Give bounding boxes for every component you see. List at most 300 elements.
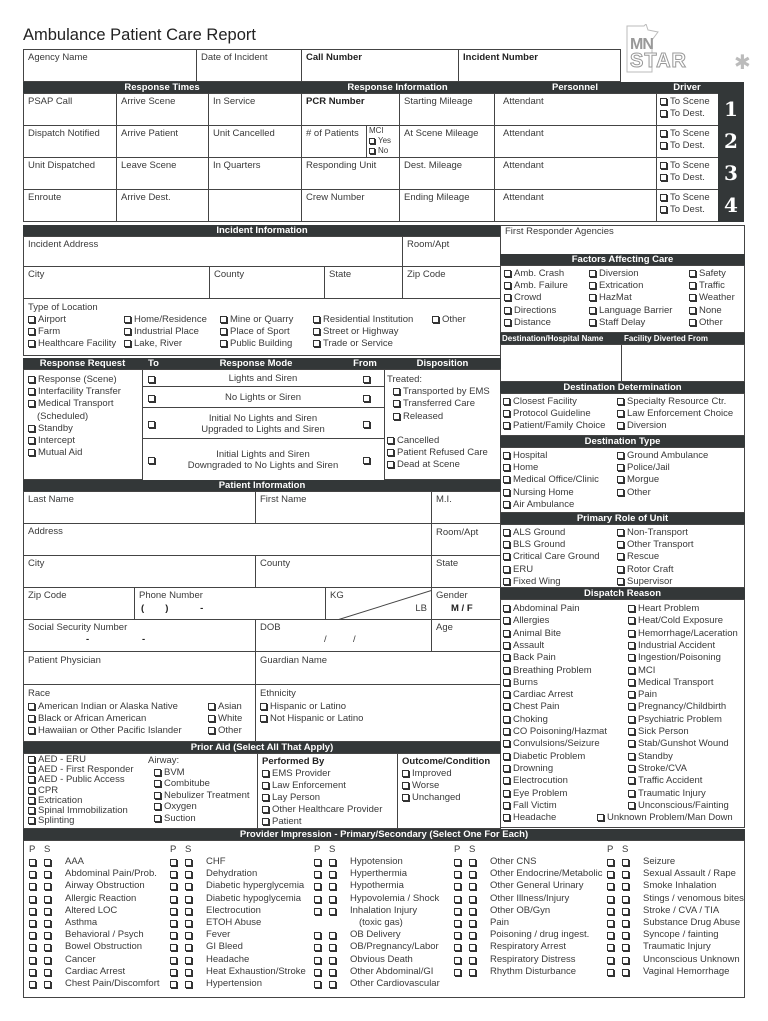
secondary-checkbox[interactable] xyxy=(329,967,339,978)
to-checkbox[interactable] xyxy=(148,419,158,430)
secondary-checkbox[interactable] xyxy=(622,942,632,953)
performed-by-checkbox[interactable]: Lay Person xyxy=(262,792,382,804)
released-checkbox[interactable]: Released xyxy=(387,411,490,423)
dispatch-reason-checkbox[interactable]: Eye Problem xyxy=(503,788,567,800)
secondary-checkbox[interactable] xyxy=(469,906,479,917)
secondary-checkbox[interactable] xyxy=(329,869,339,880)
attendant-field[interactable]: Attendant xyxy=(494,125,657,158)
primary-role-checkbox[interactable]: BLS Ground xyxy=(503,539,565,551)
primary-role-checkbox[interactable]: Rotor Craft xyxy=(617,564,673,576)
factor-checkbox[interactable]: None xyxy=(689,305,722,317)
mci-no-checkbox[interactable]: No xyxy=(369,146,391,156)
location-option-checkbox[interactable]: Other xyxy=(432,314,466,326)
transferred-checkbox[interactable]: Transferred Care xyxy=(387,398,490,410)
primary-checkbox[interactable] xyxy=(29,906,39,917)
location-option-checkbox[interactable]: Airport xyxy=(28,314,66,326)
dispatch-reason-checkbox[interactable]: Industrial Accident xyxy=(628,640,715,652)
patient-room-field[interactable]: Room/Apt xyxy=(431,523,501,556)
primary-checkbox[interactable] xyxy=(607,906,617,917)
attendant-field[interactable]: Attendant xyxy=(494,157,657,190)
response-info-field[interactable]: At Scene Mileage xyxy=(399,125,495,158)
secondary-checkbox[interactable] xyxy=(622,869,632,880)
dispatch-reason-checkbox[interactable]: Unknown Problem/Man Down xyxy=(597,812,733,824)
response-time-field[interactable]: Unit Cancelled xyxy=(208,125,302,158)
secondary-checkbox[interactable] xyxy=(329,894,339,905)
response-time-field[interactable]: PSAP Call xyxy=(23,93,117,126)
location-option-checkbox[interactable]: Trade or Service xyxy=(313,338,393,350)
patient-address-field[interactable]: Address xyxy=(23,523,432,556)
primary-checkbox[interactable] xyxy=(29,930,39,941)
secondary-checkbox[interactable] xyxy=(185,918,195,929)
factor-checkbox[interactable]: Crowd xyxy=(504,292,541,304)
secondary-checkbox[interactable] xyxy=(185,955,195,966)
dispatch-reason-checkbox[interactable]: Breathing Problem xyxy=(503,665,592,677)
primary-checkbox[interactable] xyxy=(29,955,39,966)
destination-determination-checkbox[interactable]: Patient/Family Choice xyxy=(503,420,605,432)
secondary-checkbox[interactable] xyxy=(44,869,54,880)
destination-type-checkbox[interactable]: Medical Office/Clinic xyxy=(503,474,599,486)
dispatch-reason-checkbox[interactable]: Assault xyxy=(503,640,544,652)
response-time-field[interactable]: Enroute xyxy=(23,189,117,222)
primary-checkbox[interactable] xyxy=(454,942,464,953)
date-of-incident-field[interactable]: Date of Incident xyxy=(196,49,302,82)
secondary-checkbox[interactable] xyxy=(622,906,632,917)
dispatch-reason-checkbox[interactable]: Convulsions/Seizure xyxy=(503,738,600,750)
factor-checkbox[interactable]: Language Barrier xyxy=(589,305,672,317)
destination-determination-checkbox[interactable]: Protocol Guideline xyxy=(503,408,591,420)
dispatch-reason-checkbox[interactable]: Burns xyxy=(503,677,538,689)
dispatch-reason-checkbox[interactable]: Abdominal Pain xyxy=(503,603,580,615)
dispatch-reason-checkbox[interactable]: Fall Victim xyxy=(503,800,557,812)
primary-role-checkbox[interactable]: Fixed Wing xyxy=(503,576,561,588)
factor-checkbox[interactable]: Amb. Failure xyxy=(504,280,568,292)
airway-checkbox[interactable]: Oxygen xyxy=(148,801,250,813)
primary-checkbox[interactable] xyxy=(170,894,180,905)
dispatch-reason-checkbox[interactable]: Electrocution xyxy=(503,775,568,787)
race-checkbox[interactable]: Black or African American xyxy=(28,713,146,725)
primary-checkbox[interactable] xyxy=(170,942,180,953)
factor-checkbox[interactable]: Amb. Crash xyxy=(504,268,564,280)
from-checkbox[interactable] xyxy=(363,374,373,385)
to-dest-checkbox[interactable]: To Dest. xyxy=(660,108,710,120)
dispatch-reason-checkbox[interactable]: Traffic Accident xyxy=(628,775,702,787)
prior-aid-checkbox[interactable]: AED - Public Access xyxy=(28,775,134,785)
destination-type-checkbox[interactable]: Hospital xyxy=(503,450,547,462)
secondary-checkbox[interactable] xyxy=(44,955,54,966)
dispatch-reason-checkbox[interactable]: Stroke/CVA xyxy=(628,763,687,775)
secondary-checkbox[interactable] xyxy=(622,857,632,868)
patient-physician-field[interactable]: Patient Physician xyxy=(23,651,256,685)
attendant-field[interactable]: Attendant xyxy=(494,189,657,222)
dispatch-reason-checkbox[interactable]: Heart Problem xyxy=(628,603,699,615)
dispatch-reason-checkbox[interactable]: Back Pain xyxy=(503,652,556,664)
response-time-field[interactable]: Arrive Patient xyxy=(116,125,209,158)
hispanic-checkbox[interactable]: Hispanic or Latino xyxy=(260,701,363,713)
response-time-field[interactable]: Leave Scene xyxy=(116,157,209,190)
primary-checkbox[interactable] xyxy=(29,881,39,892)
secondary-checkbox[interactable] xyxy=(44,857,54,868)
factor-checkbox[interactable]: Weather xyxy=(689,292,735,304)
destination-determination-checkbox[interactable]: Diversion xyxy=(617,420,667,432)
primary-checkbox[interactable] xyxy=(170,930,180,941)
factor-checkbox[interactable]: Directions xyxy=(504,305,556,317)
primary-checkbox[interactable] xyxy=(314,881,324,892)
secondary-checkbox[interactable] xyxy=(185,857,195,868)
primary-checkbox[interactable] xyxy=(170,881,180,892)
dispatch-reason-checkbox[interactable]: Hemorrhage/Laceration xyxy=(628,628,738,640)
location-option-checkbox[interactable]: Healthcare Facility xyxy=(28,338,116,350)
primary-checkbox[interactable] xyxy=(170,979,180,990)
primary-checkbox[interactable] xyxy=(607,942,617,953)
secondary-checkbox[interactable] xyxy=(469,881,479,892)
secondary-checkbox[interactable] xyxy=(469,894,479,905)
dispatch-reason-checkbox[interactable]: Standby xyxy=(628,751,673,763)
response-info-field[interactable]: # of Patients xyxy=(301,125,400,158)
secondary-checkbox[interactable] xyxy=(622,930,632,941)
secondary-checkbox[interactable] xyxy=(622,967,632,978)
location-option-checkbox[interactable]: Home/Residence xyxy=(124,314,207,326)
primary-checkbox[interactable] xyxy=(170,869,180,880)
primary-checkbox[interactable] xyxy=(454,967,464,978)
primary-checkbox[interactable] xyxy=(29,979,39,990)
facility-diverted-field[interactable] xyxy=(621,344,745,382)
primary-checkbox[interactable] xyxy=(607,857,617,868)
secondary-checkbox[interactable] xyxy=(622,918,632,929)
incident-number-field[interactable]: Incident Number xyxy=(458,49,621,82)
location-option-checkbox[interactable]: Farm xyxy=(28,326,60,338)
secondary-checkbox[interactable] xyxy=(185,979,195,990)
primary-checkbox[interactable] xyxy=(607,930,617,941)
primary-checkbox[interactable] xyxy=(29,869,39,880)
dispatch-reason-checkbox[interactable]: Chest Pain xyxy=(503,701,559,713)
response-info-field[interactable]: Starting Mileage xyxy=(399,93,495,126)
response-info-field[interactable]: Dest. Mileage xyxy=(399,157,495,190)
outcome-checkbox[interactable]: Worse xyxy=(402,780,490,792)
primary-checkbox[interactable] xyxy=(29,918,39,929)
secondary-checkbox[interactable] xyxy=(44,881,54,892)
response-time-field[interactable]: Arrive Scene xyxy=(116,93,209,126)
gender-field[interactable]: Gender M / F xyxy=(431,587,501,620)
race-checkbox[interactable]: Hawaiian or Other Pacific Islander xyxy=(28,725,182,737)
dispatch-reason-checkbox[interactable]: Ingestion/Poisoning xyxy=(628,652,721,664)
to-scene-checkbox[interactable]: To Scene xyxy=(660,192,710,204)
primary-checkbox[interactable] xyxy=(607,881,617,892)
dead-at-scene-checkbox[interactable]: Dead at Scene xyxy=(387,459,490,471)
factor-checkbox[interactable]: Extrication xyxy=(589,280,643,292)
primary-checkbox[interactable] xyxy=(170,857,180,868)
prior-aid-checkbox[interactable]: CPR xyxy=(28,786,134,796)
response-request-checkbox[interactable]: Standby xyxy=(28,423,121,435)
secondary-checkbox[interactable] xyxy=(622,881,632,892)
primary-role-checkbox[interactable]: Supervisor xyxy=(617,576,672,588)
primary-checkbox[interactable] xyxy=(454,894,464,905)
transported-checkbox[interactable]: Transported by EMS xyxy=(387,386,490,398)
dispatch-reason-checkbox[interactable]: Stab/Gunshot Wound xyxy=(628,738,729,750)
to-scene-checkbox[interactable]: To Scene xyxy=(660,160,710,172)
race-checkbox[interactable]: Other xyxy=(208,725,242,737)
response-time-field[interactable]: In Quarters xyxy=(208,157,302,190)
dispatch-reason-checkbox[interactable]: Drowning xyxy=(503,763,553,775)
primary-checkbox[interactable] xyxy=(454,881,464,892)
response-request-checkbox[interactable]: Interfacility Transfer xyxy=(28,386,121,398)
dispatch-reason-checkbox[interactable]: Choking xyxy=(503,714,548,726)
to-scene-checkbox[interactable]: To Scene xyxy=(660,128,710,140)
secondary-checkbox[interactable] xyxy=(329,979,339,990)
to-dest-checkbox[interactable]: To Dest. xyxy=(660,172,710,184)
response-info-field[interactable]: Responding Unit xyxy=(301,157,400,190)
from-checkbox[interactable] xyxy=(363,393,373,404)
performed-by-checkbox[interactable]: EMS Provider xyxy=(262,768,382,780)
dispatch-reason-checkbox[interactable]: MCI xyxy=(628,665,655,677)
factor-checkbox[interactable]: Traffic xyxy=(689,280,725,292)
incident-room-field[interactable]: Room/Apt xyxy=(402,236,501,267)
secondary-checkbox[interactable] xyxy=(469,967,479,978)
performed-by-checkbox[interactable]: Other Healthcare Provider xyxy=(262,804,382,816)
destination-determination-checkbox[interactable]: Specialty Resource Ctr. xyxy=(617,396,726,408)
outcome-checkbox[interactable]: Unchanged xyxy=(402,792,490,804)
from-checkbox[interactable] xyxy=(363,455,373,466)
dispatch-reason-checkbox[interactable]: Headache xyxy=(503,812,556,824)
first-name-field[interactable]: First Name xyxy=(255,491,432,524)
primary-checkbox[interactable] xyxy=(314,869,324,880)
to-checkbox[interactable] xyxy=(148,455,158,466)
destination-determination-checkbox[interactable]: Law Enforcement Choice xyxy=(617,408,733,420)
primary-checkbox[interactable] xyxy=(454,857,464,868)
location-option-checkbox[interactable]: Public Building xyxy=(220,338,292,350)
response-time-field[interactable]: Dispatch Notified xyxy=(23,125,117,158)
to-dest-checkbox[interactable]: To Dest. xyxy=(660,140,710,152)
secondary-checkbox[interactable] xyxy=(44,979,54,990)
agency-name-field[interactable]: Agency Name xyxy=(23,49,197,82)
secondary-checkbox[interactable] xyxy=(469,930,479,941)
performed-by-checkbox[interactable]: Law Enforcement xyxy=(262,780,382,792)
patient-zip-field[interactable]: Zip Code xyxy=(23,587,135,620)
destination-type-checkbox[interactable]: Other xyxy=(617,487,651,499)
dispatch-reason-checkbox[interactable]: Unconscious/Fainting xyxy=(628,800,729,812)
primary-role-checkbox[interactable]: Other Transport xyxy=(617,539,694,551)
response-info-field[interactable]: Crew Number xyxy=(301,189,400,222)
patient-county-field[interactable]: County xyxy=(255,555,432,588)
race-checkbox[interactable]: White xyxy=(208,713,242,725)
to-dest-checkbox[interactable]: To Dest. xyxy=(660,204,710,216)
from-checkbox[interactable] xyxy=(363,419,373,430)
secondary-checkbox[interactable] xyxy=(329,955,339,966)
primary-checkbox[interactable] xyxy=(607,869,617,880)
airway-checkbox[interactable]: Combitube xyxy=(148,778,250,790)
primary-checkbox[interactable] xyxy=(314,955,324,966)
secondary-checkbox[interactable] xyxy=(622,894,632,905)
response-request-checkbox[interactable]: Medical Transport xyxy=(28,398,121,410)
primary-role-checkbox[interactable]: Critical Care Ground xyxy=(503,551,600,563)
primary-checkbox[interactable] xyxy=(170,906,180,917)
location-option-checkbox[interactable]: Mine or Quarry xyxy=(220,314,293,326)
dispatch-reason-checkbox[interactable]: Pain xyxy=(628,689,657,701)
secondary-checkbox[interactable] xyxy=(44,930,54,941)
secondary-checkbox[interactable] xyxy=(469,955,479,966)
mi-field[interactable]: M.I. xyxy=(431,491,501,524)
secondary-checkbox[interactable] xyxy=(329,857,339,868)
response-time-field[interactable]: In Service xyxy=(208,93,302,126)
secondary-checkbox[interactable] xyxy=(185,894,195,905)
primary-checkbox[interactable] xyxy=(454,869,464,880)
primary-checkbox[interactable] xyxy=(170,918,180,929)
response-request-checkbox[interactable]: Response (Scene) xyxy=(28,374,121,386)
guardian-name-field[interactable]: Guardian Name xyxy=(255,651,501,685)
to-scene-checkbox[interactable]: To Scene xyxy=(660,96,710,108)
secondary-checkbox[interactable] xyxy=(44,967,54,978)
primary-checkbox[interactable] xyxy=(29,894,39,905)
secondary-checkbox[interactable] xyxy=(185,869,195,880)
first-responder-agencies-field[interactable]: First Responder Agencies xyxy=(500,225,745,255)
primary-role-checkbox[interactable]: Rescue xyxy=(617,551,659,563)
primary-checkbox[interactable] xyxy=(170,955,180,966)
factor-checkbox[interactable]: Other xyxy=(689,317,723,329)
destination-hospital-field[interactable] xyxy=(500,344,622,382)
dispatch-reason-checkbox[interactable]: Traumatic Injury xyxy=(628,788,706,800)
incident-county-field[interactable]: County xyxy=(209,266,325,299)
airway-checkbox[interactable]: BVM xyxy=(148,767,250,779)
secondary-checkbox[interactable] xyxy=(185,906,195,917)
primary-checkbox[interactable] xyxy=(607,967,617,978)
primary-checkbox[interactable] xyxy=(314,894,324,905)
dispatch-reason-checkbox[interactable]: Psychiatric Problem xyxy=(628,714,722,726)
response-time-field[interactable] xyxy=(208,189,302,222)
primary-role-checkbox[interactable]: ERU xyxy=(503,564,533,576)
airway-checkbox[interactable]: Suction xyxy=(148,813,250,825)
primary-checkbox[interactable] xyxy=(454,930,464,941)
secondary-checkbox[interactable] xyxy=(185,930,195,941)
dispatch-reason-checkbox[interactable]: Cardiac Arrest xyxy=(503,689,573,701)
performed-by-checkbox[interactable]: Patient xyxy=(262,816,382,828)
age-field[interactable]: Age xyxy=(431,619,501,652)
primary-checkbox[interactable] xyxy=(29,857,39,868)
primary-checkbox[interactable] xyxy=(314,857,324,868)
secondary-checkbox[interactable] xyxy=(44,942,54,953)
secondary-checkbox[interactable] xyxy=(329,942,339,953)
destination-type-checkbox[interactable]: Morgue xyxy=(617,474,659,486)
primary-checkbox[interactable] xyxy=(314,967,324,978)
prior-aid-checkbox[interactable]: Spinal Immobilization xyxy=(28,806,134,816)
patient-city-field[interactable]: City xyxy=(23,555,256,588)
primary-checkbox[interactable] xyxy=(314,979,324,990)
outcome-checkbox[interactable]: Improved xyxy=(402,768,490,780)
secondary-checkbox[interactable] xyxy=(469,857,479,868)
dispatch-reason-checkbox[interactable]: Sick Person xyxy=(628,726,689,738)
primary-checkbox[interactable] xyxy=(314,906,324,917)
ssn-field[interactable]: Social Security Number - - xyxy=(23,619,256,652)
dispatch-reason-checkbox[interactable]: Medical Transport xyxy=(628,677,714,689)
destination-type-checkbox[interactable]: Air Ambulance xyxy=(503,499,574,511)
destination-type-checkbox[interactable]: Home xyxy=(503,462,538,474)
primary-checkbox[interactable] xyxy=(314,930,324,941)
factor-checkbox[interactable]: Distance xyxy=(504,317,551,329)
dispatch-reason-checkbox[interactable]: Animal Bite xyxy=(503,628,561,640)
dispatch-reason-checkbox[interactable]: Pregnancy/Childbirth xyxy=(628,701,726,713)
primary-checkbox[interactable] xyxy=(29,967,39,978)
secondary-checkbox[interactable] xyxy=(44,894,54,905)
incident-address-field[interactable]: Incident Address xyxy=(23,236,403,267)
dispatch-reason-checkbox[interactable]: CO Poisoning/Hazmat xyxy=(503,726,607,738)
primary-checkbox[interactable] xyxy=(170,967,180,978)
destination-type-checkbox[interactable]: Police/Jail xyxy=(617,462,670,474)
dispatch-reason-checkbox[interactable]: Allergies xyxy=(503,615,549,627)
to-checkbox[interactable] xyxy=(148,393,158,404)
location-option-checkbox[interactable]: Residential Institution xyxy=(313,314,413,326)
prior-aid-checkbox[interactable]: Splinting xyxy=(28,816,134,826)
patient-refused-checkbox[interactable]: Patient Refused Care xyxy=(387,447,490,459)
secondary-checkbox[interactable] xyxy=(469,942,479,953)
secondary-checkbox[interactable] xyxy=(185,942,195,953)
secondary-checkbox[interactable] xyxy=(469,918,479,929)
location-option-checkbox[interactable]: Street or Highway xyxy=(313,326,399,338)
to-checkbox[interactable] xyxy=(148,374,158,385)
secondary-checkbox[interactable] xyxy=(622,955,632,966)
destination-type-checkbox[interactable]: Nursing Home xyxy=(503,487,574,499)
patient-state-field[interactable]: State xyxy=(431,555,501,588)
location-option-checkbox[interactable]: Industrial Place xyxy=(124,326,199,338)
primary-role-checkbox[interactable]: Non-Transport xyxy=(617,527,688,539)
mci-yes-checkbox[interactable]: Yes xyxy=(369,136,391,146)
factor-checkbox[interactable]: Diversion xyxy=(589,268,639,280)
response-time-field[interactable]: Unit Dispatched xyxy=(23,157,117,190)
primary-role-checkbox[interactable]: ALS Ground xyxy=(503,527,565,539)
primary-checkbox[interactable] xyxy=(29,942,39,953)
phone-number-field[interactable]: Phone Number ( ) - xyxy=(134,587,326,620)
factor-checkbox[interactable]: HazMat xyxy=(589,292,632,304)
prior-aid-checkbox[interactable]: Extrication xyxy=(28,796,134,806)
secondary-checkbox[interactable] xyxy=(329,930,339,941)
primary-checkbox[interactable] xyxy=(607,955,617,966)
dob-field[interactable]: DOB / / xyxy=(255,619,432,652)
primary-checkbox[interactable] xyxy=(454,955,464,966)
secondary-checkbox[interactable] xyxy=(44,918,54,929)
secondary-checkbox[interactable] xyxy=(185,881,195,892)
primary-checkbox[interactable] xyxy=(607,894,617,905)
race-checkbox[interactable]: American Indian or Alaska Native xyxy=(28,701,178,713)
dispatch-reason-checkbox[interactable]: Diabetic Problem xyxy=(503,751,585,763)
secondary-checkbox[interactable] xyxy=(44,906,54,917)
last-name-field[interactable]: Last Name xyxy=(23,491,256,524)
incident-state-field[interactable]: State xyxy=(324,266,403,299)
dispatch-reason-checkbox[interactable]: Heat/Cold Exposure xyxy=(628,615,723,627)
race-checkbox[interactable]: Asian xyxy=(208,701,242,713)
destination-type-checkbox[interactable]: Ground Ambulance xyxy=(617,450,708,462)
response-time-field[interactable]: Arrive Dest. xyxy=(116,189,209,222)
not-hispanic-checkbox[interactable]: Not Hispanic or Latino xyxy=(260,713,363,725)
airway-checkbox[interactable]: Nebulizer Treatment xyxy=(148,790,250,802)
destination-determination-checkbox[interactable]: Closest Facility xyxy=(503,396,577,408)
secondary-checkbox[interactable] xyxy=(469,869,479,880)
attendant-field[interactable]: Attendant xyxy=(494,93,657,126)
prior-aid-checkbox[interactable]: AED - ERU xyxy=(28,755,134,765)
incident-zip-field[interactable]: Zip Code xyxy=(402,266,501,299)
response-info-field[interactable]: Ending Mileage xyxy=(399,189,495,222)
secondary-checkbox[interactable] xyxy=(329,881,339,892)
location-option-checkbox[interactable]: Lake, River xyxy=(124,338,182,350)
response-request-checkbox[interactable]: Mutual Aid xyxy=(28,447,121,459)
primary-checkbox[interactable] xyxy=(314,942,324,953)
secondary-checkbox[interactable] xyxy=(185,967,195,978)
secondary-checkbox[interactable] xyxy=(329,906,339,917)
response-info-field[interactable]: PCR Number xyxy=(301,93,400,126)
call-number-field[interactable]: Call Number xyxy=(301,49,459,82)
factor-checkbox[interactable]: Staff Delay xyxy=(589,317,645,329)
primary-checkbox[interactable] xyxy=(454,906,464,917)
incident-city-field[interactable]: City xyxy=(23,266,210,299)
primary-checkbox[interactable] xyxy=(454,918,464,929)
prior-aid-checkbox[interactable]: AED - First Responder xyxy=(28,765,134,775)
weight-field[interactable]: KG LB xyxy=(325,587,432,620)
